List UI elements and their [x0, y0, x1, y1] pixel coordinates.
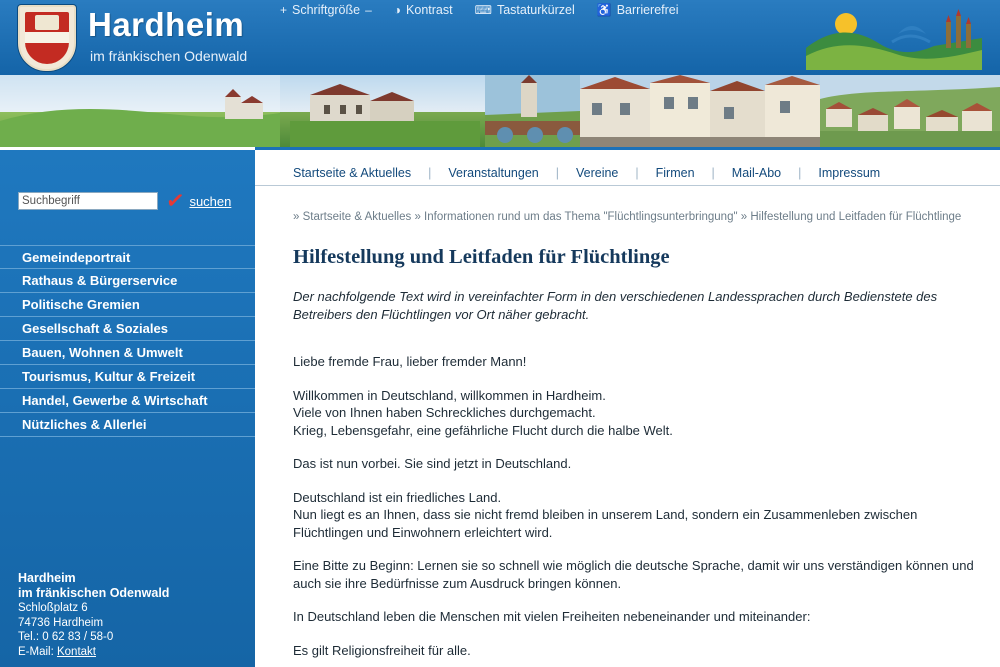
- font-size-control[interactable]: [280, 3, 372, 17]
- panorama-tile-townview: [820, 75, 1000, 147]
- paragraph-welcome: Willkommen in Deutschland, willkommen in Hardheim. Viele von Ihnen haben Schreckliches durchgemacht. Krieg, Lebensgefahr, eine gefährliche Flucht durch die halbe Welt.: [293, 387, 673, 438]
- tab-firmen[interactable]: Firmen: [655, 165, 695, 180]
- top-navigation: [255, 160, 1000, 186]
- search-input[interactable]: [18, 192, 158, 210]
- nav-separator: |: [428, 165, 432, 180]
- font-size-label: Schriftgröße: [292, 3, 361, 17]
- footer-email-row: [18, 645, 169, 660]
- keyboard-shortcuts-control[interactable]: [475, 3, 575, 17]
- footer-phone: Tel.: 0 62 83 / 58-0: [18, 631, 114, 643]
- sidebar-item-tourismus-kultur-freizeit[interactable]: Tourismus, Kultur & Freizeit: [0, 365, 255, 389]
- tab-startseite-aktuelles[interactable]: Startseite & Aktuelles: [293, 165, 412, 180]
- paragraph-religion: Es gilt Religionsfreiheit für alle.: [293, 642, 471, 658]
- coat-of-arms-icon: [18, 5, 76, 71]
- paragraph-greeting: Liebe fremde Frau, lieber fremder Mann!: [293, 354, 527, 369]
- search-submit-link[interactable]: suchen: [189, 193, 232, 209]
- sidebar-item-bauen-wohnen-umwelt[interactable]: Bauen, Wohnen & Umwelt: [0, 341, 255, 365]
- panorama-image-strip: [0, 75, 1000, 147]
- site-header: [0, 0, 1000, 75]
- site-subtitle: im fränkischen Odenwald: [90, 48, 248, 64]
- paragraph-peaceful: Deutschland ist ein friedliches Land. Nun liegt es an Ihnen, dass sie nicht fremd bleiben in unserem Land, sondern ein Zusammenleben zwischen Flüchtlingen und Einwohnern erleichtert wird.: [293, 489, 918, 540]
- sidebar-item-nuetzliches-allerlei[interactable]: Nützliches & Allerlei: [0, 413, 255, 437]
- article-body: [293, 288, 983, 667]
- tab-impressum[interactable]: Impressum: [818, 165, 881, 180]
- contrast-label: Kontrast: [406, 3, 453, 17]
- footer-town-name: Hardheim: [18, 571, 76, 585]
- nav-separator: |: [555, 165, 559, 180]
- footer-email-link[interactable]: Kontakt: [56, 645, 96, 658]
- keyboard-shortcuts-label: Tastaturkürzel: [496, 3, 575, 17]
- nav-separator: |: [798, 165, 802, 180]
- panorama-tile-tower: [485, 75, 580, 147]
- breadcrumb[interactable]: » Startseite & Aktuelles » Informationen rund um das Thema "Flüchtlingsunterbringung" » Hilfestellung und Leitfaden für Flüchtlinge: [293, 211, 962, 223]
- panorama-tile-castle: [280, 75, 485, 147]
- paragraph-over: Das ist nun vorbei. Sie sind jetzt in Deutschland.: [293, 456, 572, 471]
- sidebar-item-politische-gremien[interactable]: Politische Gremien: [0, 293, 255, 317]
- odenwald-logo-icon: [806, 4, 982, 70]
- footer-email-label: E-Mail:: [18, 645, 54, 658]
- sidebar-item-handel-gewerbe-wirtschaft[interactable]: Handel, Gewerbe & Wirtschaft: [0, 389, 255, 413]
- sidebar-footer: [18, 571, 169, 659]
- accessibility-control[interactable]: [597, 3, 679, 17]
- accessibility-icon: ♿: [596, 3, 612, 17]
- accessibility-toolbar: [280, 0, 679, 20]
- tab-vereine[interactable]: Vereine: [575, 165, 619, 180]
- tab-mail-abo[interactable]: Mail-Abo: [731, 165, 782, 180]
- footer-region: im fränkischen Odenwald: [18, 586, 170, 600]
- sidebar-item-gesellschaft-soziales[interactable]: Gesellschaft & Soziales: [0, 317, 255, 341]
- tab-veranstaltungen[interactable]: Veranstaltungen: [448, 165, 539, 180]
- keyboard-icon: ⌨: [474, 3, 492, 17]
- sidebar-item-gemeindeportrait[interactable]: Gemeindeportrait: [0, 245, 255, 269]
- search-row: [18, 186, 232, 215]
- panorama-tile-halftimber: [580, 75, 820, 147]
- minus-icon[interactable]: –: [365, 3, 372, 17]
- contrast-icon: ◑: [393, 3, 402, 17]
- red-check-icon: ✓: [164, 186, 187, 215]
- footer-street: Schloßplatz 6: [18, 602, 88, 614]
- content-area: [255, 147, 1000, 667]
- accessibility-label: Barrierefrei: [616, 3, 679, 17]
- paragraph-freedoms: In Deutschland leben die Menschen mit vielen Freiheiten nebeneinander und miteinander:: [293, 609, 811, 624]
- panorama-tile-landscape: [0, 75, 280, 147]
- site-title: Hardheim: [88, 6, 245, 43]
- paragraph-intro: Der nachfolgende Text wird in vereinfachter Form in den verschiedenen Landessprachen durch Bedienstete des Betreibers den Flüchtlingen vor Ort näher gebracht.: [293, 289, 938, 322]
- nav-separator: |: [635, 165, 639, 180]
- sidebar-item-rathaus-buergerservice[interactable]: Rathaus & Bürgerservice: [0, 269, 255, 293]
- sidebar-nav: [0, 245, 255, 437]
- footer-city: 74736 Hardheim: [18, 616, 104, 629]
- plus-icon[interactable]: +: [280, 3, 288, 17]
- nav-separator: |: [711, 165, 715, 180]
- contrast-control[interactable]: [394, 3, 453, 17]
- page-title: Hilfestellung und Leitfaden für Flüchtlinge: [293, 245, 670, 268]
- paragraph-language: Eine Bitte zu Beginn: Lernen sie so schnell wie möglich die deutsche Sprache, damit wir uns verständigen können und auch sie ihre Bedürfnisse zum Ausdruck bringen können.: [293, 558, 974, 591]
- sidebar: [0, 147, 255, 667]
